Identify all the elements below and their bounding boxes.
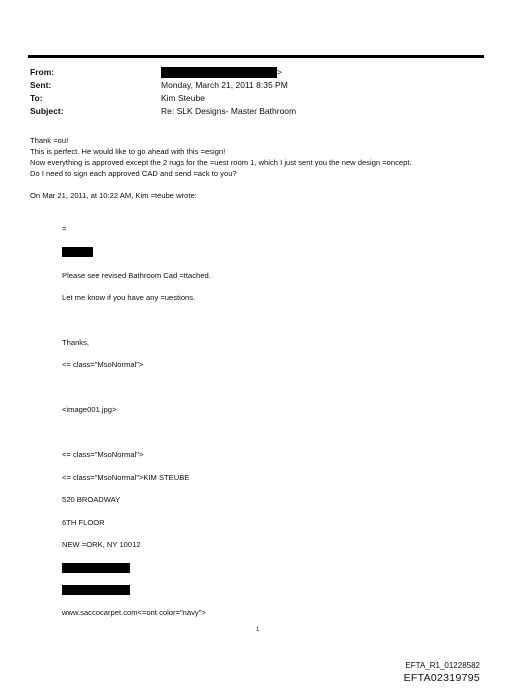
footer-ref-1: EFTA_R1_01228582 xyxy=(405,661,480,670)
address-line-2: 6TH FLOOR xyxy=(62,518,105,527)
from-value: > xyxy=(161,66,282,79)
page-number: 1 xyxy=(256,627,260,633)
address-line-3: NEW =ORK, NY 10012 xyxy=(62,540,141,549)
top-rule xyxy=(28,55,484,58)
from-row xyxy=(30,66,296,79)
quote-intro: On Mar 21, 2011, at 10:22 AM, Kim =teube wrote: xyxy=(30,191,197,200)
sent-value: Monday, March 21, 2011 8:35 PM xyxy=(161,80,288,90)
redaction-box xyxy=(62,585,130,595)
to-value: Kim Steube xyxy=(161,93,205,103)
from-label: From: xyxy=(30,67,55,77)
email-header xyxy=(30,66,296,118)
to-label: To: xyxy=(30,93,43,103)
redaction-box xyxy=(62,563,130,573)
subject-value: Re: SLK Designs- Master Bathroom xyxy=(161,106,297,116)
quote-eq: = xyxy=(62,224,67,233)
mso-line-2: <= class="MsoNormal"> xyxy=(62,450,144,459)
thanks-line: Thanks, xyxy=(62,338,90,347)
signature-name: <= class="MsoNormal">KIM STEUBE xyxy=(62,473,190,482)
image-placeholder: <image001.jpg> xyxy=(62,405,117,414)
redaction-box xyxy=(161,67,277,78)
subject-label: Subject: xyxy=(30,106,64,116)
body-line-2: This is perfect. He would like to go ahead with this =esign! xyxy=(30,147,226,156)
questions-line: Let me know if you have any =uestions. xyxy=(62,293,196,302)
sent-row xyxy=(30,79,296,92)
footer-ref-2: EFTA02319795 xyxy=(403,672,480,684)
body-line-3: Now everything is approved except the 2 rugs for the =uest room 1, which I just sent you the new design =oncept. xyxy=(30,158,412,167)
redaction-box xyxy=(62,247,93,257)
website-line: www.saccocarpet.com<=ont color="navy"> xyxy=(62,608,206,617)
sent-label: Sent: xyxy=(30,80,52,90)
to-row xyxy=(30,92,296,105)
body-line-1: Thank =ou! xyxy=(30,136,69,145)
mso-line-1: <= class="MsoNormal"> xyxy=(62,360,144,369)
subject-row xyxy=(30,105,296,118)
revised-line: Please see revised Bathroom Cad =ttached. xyxy=(62,271,211,280)
address-line-1: 520 BROADWAY xyxy=(62,495,121,504)
body-line-4: Do I need to sign each approved CAD and send =ack to you? xyxy=(30,169,237,178)
